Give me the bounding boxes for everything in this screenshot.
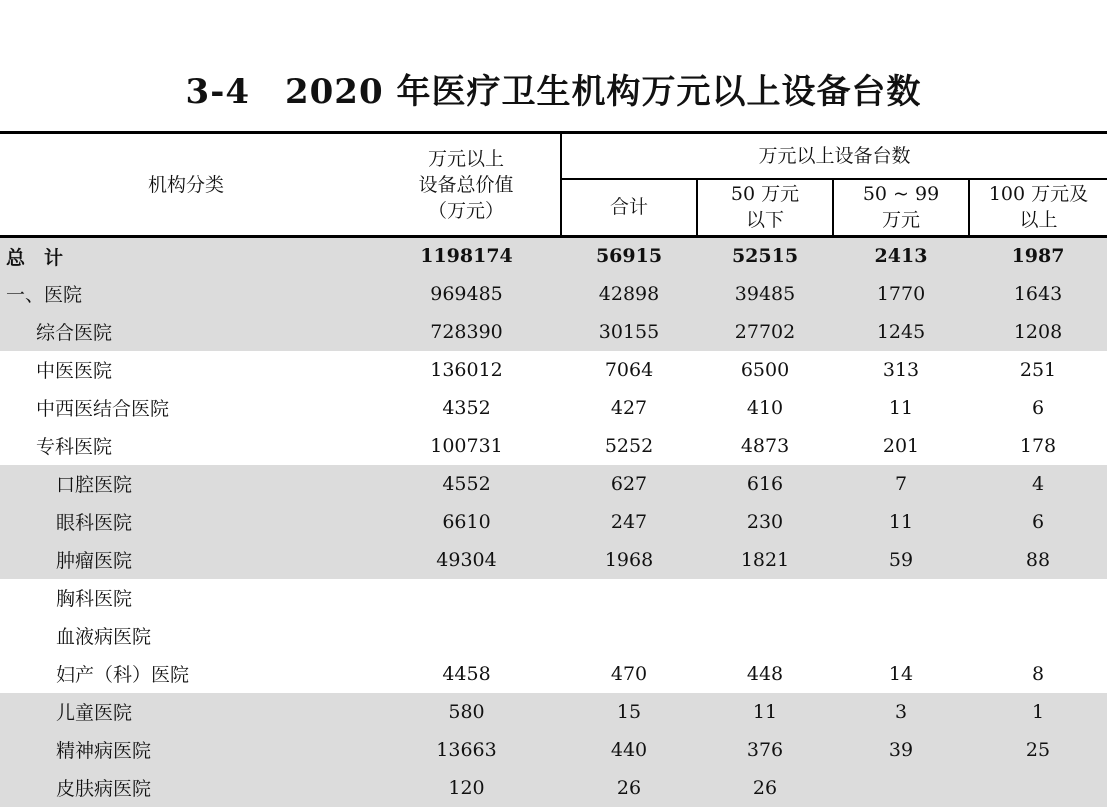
- table-cell: [833, 617, 969, 655]
- table-cell: 201: [882, 434, 920, 457]
- table-cell: 15: [561, 693, 697, 731]
- row-label: 皮肤病医院: [0, 769, 372, 807]
- row-label: 胸科医院: [56, 588, 133, 610]
- header-total-value: 万元以上 设备总价值 （万元）: [372, 133, 561, 237]
- table-cell: 39: [833, 731, 969, 769]
- table-cell: [372, 579, 561, 617]
- table-row: [0, 427, 1107, 465]
- table-cell: [697, 617, 833, 655]
- row-label: 专科医院: [36, 436, 113, 458]
- table-cell: 247: [561, 503, 697, 541]
- row-label: 精神病医院: [0, 731, 372, 769]
- table-cell: [833, 769, 969, 807]
- table-cell: 7: [833, 465, 969, 503]
- table-row: [0, 465, 1107, 503]
- table-cell: 25: [969, 731, 1107, 769]
- table-cell: 26: [561, 769, 697, 807]
- table-row: [0, 237, 1107, 275]
- table-cell: 2413: [833, 237, 969, 275]
- table-cell: 59: [833, 541, 969, 579]
- header-institution-category: 机构分类: [0, 133, 372, 237]
- row-label: 总 计: [0, 237, 372, 275]
- row-label: 眼科医院: [0, 503, 372, 541]
- table-row: [0, 503, 1107, 541]
- row-label: 妇产（科）医院: [56, 664, 190, 686]
- table-cell: 6: [969, 503, 1107, 541]
- table-cell: [833, 579, 969, 617]
- table-cell: 4352: [442, 396, 491, 419]
- row-label: 肿瘤医院: [0, 541, 372, 579]
- table-cell: 3: [833, 693, 969, 731]
- table-cell: 7064: [604, 358, 654, 381]
- table-cell: 14: [888, 662, 914, 685]
- table-cell: [969, 579, 1107, 617]
- table-cell: 6610: [372, 503, 561, 541]
- table-cell: 728390: [372, 313, 561, 351]
- table-cell: 8: [1031, 662, 1045, 685]
- row-label: 中西医结合医院: [36, 398, 170, 420]
- table-cell: [561, 617, 697, 655]
- table-row: [0, 731, 1107, 769]
- header-100-and-above: 100 万元及 以上: [969, 179, 1107, 237]
- table-row: [0, 351, 1107, 389]
- table-row: [0, 275, 1107, 313]
- table-row: [0, 769, 1107, 807]
- table-cell: 13663: [372, 731, 561, 769]
- table-cell: 1968: [561, 541, 697, 579]
- table-cell: 427: [610, 396, 648, 419]
- row-label: 综合医院: [0, 313, 372, 351]
- table-cell: [561, 579, 697, 617]
- table-cell: 11: [888, 396, 914, 419]
- table-cell: [697, 579, 833, 617]
- row-label: 一、医院: [0, 275, 372, 313]
- table-cell: 6: [1031, 396, 1045, 419]
- table-cell: 4873: [740, 434, 790, 457]
- table-cell: 30155: [561, 313, 697, 351]
- table-cell: 88: [969, 541, 1107, 579]
- table-cell: 42898: [561, 275, 697, 313]
- table-cell: 627: [561, 465, 697, 503]
- table-cell: 440: [561, 731, 697, 769]
- table-row: [0, 617, 1107, 655]
- table-cell: 410: [746, 396, 784, 419]
- table-cell: 313: [882, 358, 920, 381]
- table-cell: 11: [833, 503, 969, 541]
- table-cell: 1208: [969, 313, 1107, 351]
- table-row: [0, 579, 1107, 617]
- table-cell: 178: [1019, 434, 1057, 457]
- table-cell: 448: [746, 662, 784, 685]
- table-cell: 11: [697, 693, 833, 731]
- table-cell: [372, 617, 561, 655]
- table-cell: [969, 617, 1107, 655]
- table-cell: 376: [697, 731, 833, 769]
- table-cell: 52515: [697, 237, 833, 275]
- header-subtotal: 合计: [561, 179, 697, 237]
- table-cell: 580: [372, 693, 561, 731]
- table-cell: 39485: [697, 275, 833, 313]
- table-cell: 49304: [372, 541, 561, 579]
- table-cell: 470: [610, 662, 648, 685]
- page-title: 3-4 2020 年医疗卫生机构万元以上设备台数: [185, 72, 922, 112]
- table-cell: 100731: [430, 434, 503, 457]
- row-label: 口腔医院: [0, 465, 372, 503]
- table-cell: 1770: [833, 275, 969, 313]
- table-cell: 251: [1019, 358, 1057, 381]
- table-cell: 6500: [740, 358, 790, 381]
- table-cell: 230: [697, 503, 833, 541]
- table-cell: 27702: [697, 313, 833, 351]
- table-cell: 1: [969, 693, 1107, 731]
- header-under-50: 50 万元 以下: [697, 179, 833, 237]
- table-cell: 26: [697, 769, 833, 807]
- table-cell: 4458: [442, 662, 491, 685]
- table-cell: 1245: [833, 313, 969, 351]
- table-row: [0, 693, 1107, 731]
- table-cell: 120: [372, 769, 561, 807]
- table-cell: 56915: [561, 237, 697, 275]
- table-cell: 616: [697, 465, 833, 503]
- table-cell: 1987: [969, 237, 1107, 275]
- header-equipment-count-group: 万元以上设备台数: [561, 133, 1107, 179]
- table-cell: 136012: [430, 358, 503, 381]
- row-label: 血液病医院: [56, 626, 152, 648]
- table-row: [0, 389, 1107, 427]
- table-row: [0, 541, 1107, 579]
- row-label: 儿童医院: [0, 693, 372, 731]
- table-cell: 969485: [372, 275, 561, 313]
- equipment-table: [0, 131, 1107, 807]
- table-cell: 1643: [969, 275, 1107, 313]
- table-cell: [969, 769, 1107, 807]
- header-50-to-99: 50 ~ 99 万元: [833, 179, 969, 237]
- table-cell: 4: [969, 465, 1107, 503]
- table-cell: 1821: [697, 541, 833, 579]
- table-row: [0, 313, 1107, 351]
- table-cell: 4552: [372, 465, 561, 503]
- row-label: 中医医院: [36, 360, 113, 382]
- table-cell: 5252: [604, 434, 654, 457]
- table-row: [0, 655, 1107, 693]
- table-cell: 1198174: [372, 237, 561, 275]
